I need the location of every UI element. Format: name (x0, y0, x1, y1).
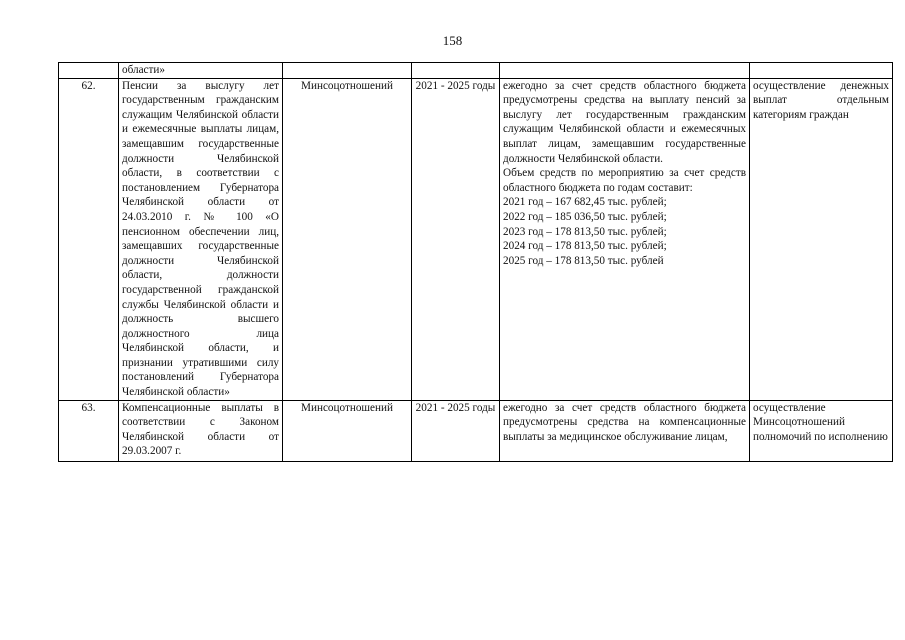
cell-number: 62. (59, 78, 119, 400)
cell-term (412, 63, 500, 79)
table-row (59, 78, 893, 400)
cell-executor (283, 63, 412, 79)
year-line: 2024 год – 178 813,50 тыс. рублей; (503, 240, 667, 253)
measures-table (58, 62, 893, 462)
cell-term: 2021 - 2025 годы (412, 78, 500, 400)
cell-executor: Минсоцотношений (283, 400, 412, 461)
table-row (59, 400, 893, 461)
cell-term: 2021 - 2025 годы (412, 400, 500, 461)
volume-intro: Объем средств по мероприятию за счет средств областного бюджета по годам составит: (503, 167, 746, 194)
cell-number (59, 63, 119, 79)
cell-executor: Минсоцотношений (283, 78, 412, 400)
cell-name-continuation: области» (119, 63, 283, 79)
description-text: ежегодно за счет средств областного бюджета предусмотрены средства на выплату пенсий за выслугу лет государственным гражданским служащим Челябинской области и ежемесячных выплат лицам, замещавшим государственные должности Челябинской области. (503, 79, 746, 165)
cell-name: Компенсационные выплаты в соответствии с Законом Челябинской области от 29.03.2007 г. (119, 400, 283, 461)
cell-description (500, 78, 750, 400)
year-line: 2021 год – 167 682,45 тыс. рублей; (503, 196, 667, 209)
page-number: 158 (442, 33, 463, 48)
cell-number: 63. (59, 400, 119, 461)
year-line: 2023 год – 178 813,50 тыс. рублей; (503, 225, 667, 238)
cell-description (500, 63, 750, 79)
cell-result: осуществление Минсоцотношений полномочий по исполнению (750, 400, 893, 461)
cell-name: Пенсии за выслугу лет государственным гражданским служащим Челябинской области и ежемесячные выплаты лицам, замещавшим государственные должности Челябинской области, в соответствии с постановлением Губернатора Челябинской области от 24.03.2010 г. № 100 «О пенсионном обеспечении лиц, замещавших государственные должности Челябинской области, должности государственной гражданской службы Челябинской области и должность высшего должностного лица Челябинской области, и признании утратившими силу постановлений Губернатора Челябинской области» (119, 78, 283, 400)
year-line: 2025 год – 178 813,50 тыс. рублей (503, 254, 664, 267)
cell-description: ежегодно за счет средств областного бюджета предусмотрены средства на компенсационные выплаты за медицинское обслуживание лицам, (500, 400, 750, 461)
cell-result (750, 63, 893, 79)
table-row (59, 63, 893, 79)
cell-result: осуществление денежных выплат отдельным категориям граждан (750, 78, 893, 400)
year-line: 2022 год – 185 036,50 тыс. рублей; (503, 210, 667, 223)
